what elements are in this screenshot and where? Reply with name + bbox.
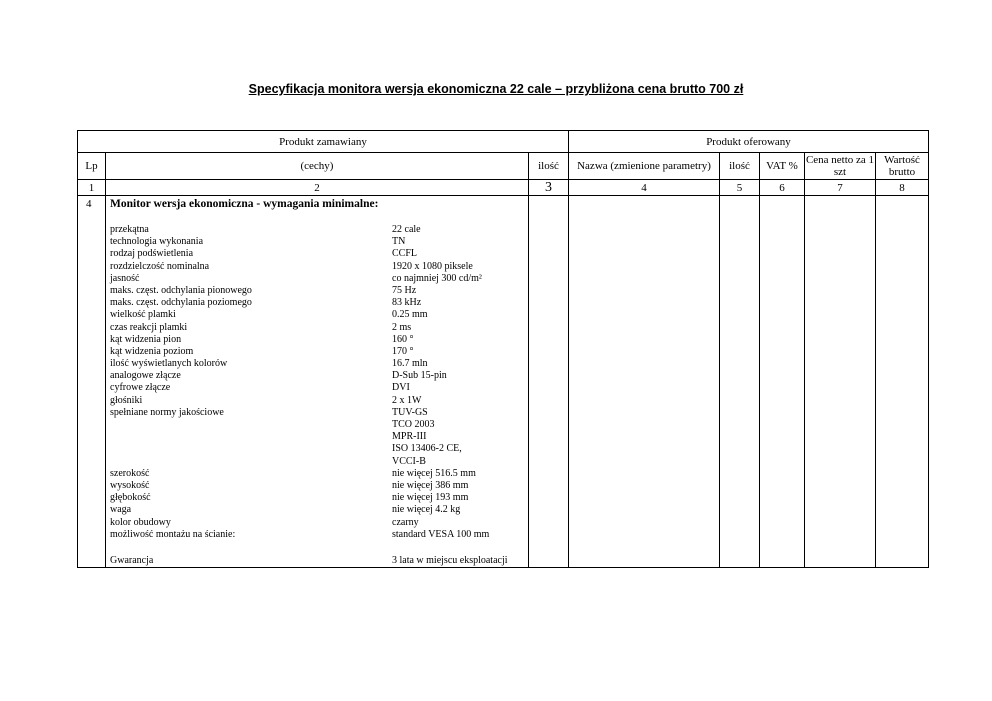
parameter-value: CCFL <box>392 248 418 260</box>
parameter-name: waga <box>110 504 132 516</box>
parameter-name <box>110 443 392 455</box>
header-lp: Lp <box>78 153 106 180</box>
parameter-name: technologia wykonania <box>110 236 204 248</box>
col-number-6: 6 <box>760 180 805 196</box>
parameter-row <box>110 468 528 480</box>
parameter-list <box>110 224 528 541</box>
parameter-row <box>110 261 528 273</box>
parameter-value: TCO 2003 <box>392 419 435 430</box>
header-qty-offered: ilość <box>720 153 760 180</box>
parameter-row <box>110 224 528 236</box>
parameter-row <box>110 395 528 407</box>
parameter-row <box>110 443 528 455</box>
parameter-name: możliwość montażu na ścianie: <box>110 528 236 540</box>
parameter-row <box>110 346 528 358</box>
parameter-row <box>110 431 528 443</box>
header-net-price: Cena netto za 1 szt <box>805 154 875 178</box>
row-qty-cell <box>529 196 569 568</box>
parameter-value: co najmniej 300 cd/m² <box>392 272 482 284</box>
parameter-name: kąt widzenia pion <box>110 333 182 345</box>
document-title: Specyfikacja monitora wersja ekonomiczna 22 cale – przybliżona cena brutto 700 zł <box>248 82 744 96</box>
group-offered-header: Produkt oferowany <box>569 131 929 153</box>
row-gross-value-cell <box>876 196 929 568</box>
parameter-value: 1920 x 1080 piksele <box>392 260 473 272</box>
parameter-row <box>110 334 528 346</box>
parameter-name: maks. częst. odchylania poziomego <box>110 297 252 309</box>
parameter-value: DVI <box>392 382 410 394</box>
group-ordered-header: Produkt zamawiany <box>78 131 569 153</box>
parameter-value: 2 x 1W <box>392 394 422 406</box>
parameter-row <box>110 248 528 260</box>
parameter-row <box>110 382 528 394</box>
parameter-name: cyfrowe złącze <box>110 382 171 394</box>
parameter-row <box>110 236 528 248</box>
column-number-row <box>78 180 929 196</box>
header-name: Nazwa (zmienione parametry) <box>569 153 720 180</box>
parameter-value: nie więcej 386 mm <box>392 479 469 491</box>
parameter-name: rodzaj podświetlenia <box>110 248 194 260</box>
row-description <box>106 196 529 568</box>
parameter-name: czas reakcji plamki <box>110 321 188 333</box>
parameter-row <box>110 456 528 468</box>
parameter-value: nie więcej 193 mm <box>392 492 469 504</box>
parameter-row <box>110 358 528 370</box>
parameter-name <box>110 456 392 468</box>
parameter-value: 83 kHz <box>392 297 422 309</box>
specification-table <box>77 130 929 568</box>
parameter-name: wysokość <box>110 479 150 491</box>
header-vat: VAT % <box>760 153 805 180</box>
parameter-name <box>110 419 392 431</box>
warranty-value: 3 lata w miejscu eksploatacji <box>392 554 508 566</box>
parameter-value: 16.7 mln <box>392 358 428 370</box>
col-number-3: 3 <box>529 180 569 196</box>
col-number-8: 8 <box>876 180 929 196</box>
parameter-row <box>110 529 528 541</box>
parameter-value: nie więcej 4.2 kg <box>392 504 461 516</box>
parameter-name: głębokość <box>110 492 151 504</box>
parameter-value: ISO 13406-2 CE, <box>392 443 462 455</box>
parameter-value: TUV-GS <box>392 406 428 418</box>
parameter-row <box>110 370 528 382</box>
parameter-value: standard VESA 100 mm <box>392 528 490 540</box>
parameter-value: TN <box>392 236 406 248</box>
parameter-value: nie więcej 516.5 mm <box>392 467 476 479</box>
parameter-row <box>110 309 528 321</box>
parameter-name: przekątna <box>110 224 149 235</box>
parameter-row <box>110 322 528 334</box>
parameter-name: spełniane normy jakościowe <box>110 406 224 418</box>
parameter-value: VCCI-B <box>392 455 426 467</box>
parameter-name: maks. częst. odchylania pionowego <box>110 284 252 296</box>
col-number-1: 1 <box>78 180 106 196</box>
parameter-row <box>110 285 528 297</box>
col-number-2: 2 <box>106 180 529 196</box>
table-row <box>78 196 929 568</box>
parameter-row <box>110 419 528 431</box>
header-features: (cechy) <box>106 153 529 180</box>
row-net-price-cell <box>805 196 876 568</box>
row-vat-cell <box>760 196 805 568</box>
row-name-cell <box>569 196 720 568</box>
col-number-4: 4 <box>569 180 720 196</box>
parameter-row <box>110 504 528 516</box>
warranty-row <box>110 555 528 567</box>
warranty-label: Gwarancja <box>110 554 154 566</box>
row-qty-offered-cell <box>720 196 760 568</box>
column-header-row <box>78 153 929 180</box>
parameter-name: rozdzielczość nominalna <box>110 260 210 272</box>
parameter-name: wielkość plamki <box>110 309 176 321</box>
parameter-name: ilość wyświetlanych kolorów <box>110 358 228 370</box>
header-gross-value: Wartość brutto <box>876 153 929 180</box>
parameter-row <box>110 517 528 529</box>
col-number-5: 5 <box>720 180 760 196</box>
parameter-name: głośniki <box>110 394 143 406</box>
parameter-name: analogowe złącze <box>110 370 181 382</box>
parameter-name <box>110 431 392 443</box>
parameter-value: D-Sub 15-pin <box>392 370 447 382</box>
parameter-value: 0.25 mm <box>392 309 428 321</box>
parameter-row <box>110 297 528 309</box>
parameter-value: 170 ° <box>392 345 414 357</box>
group-header-row <box>78 131 929 153</box>
parameter-row <box>110 407 528 419</box>
parameter-name: kąt widzenia poziom <box>110 345 194 357</box>
col-number-7: 7 <box>805 180 876 196</box>
header-qty: ilość <box>529 153 569 180</box>
parameter-value: czarny <box>392 516 419 528</box>
row-heading: Monitor wersja ekonomiczna - wymagania minimalne: <box>110 198 379 210</box>
parameter-value: MPR-III <box>392 431 427 443</box>
parameter-name: jasność <box>110 272 140 284</box>
parameter-value: 75 Hz <box>392 284 417 296</box>
parameter-value: 160 ° <box>392 333 414 345</box>
parameter-row <box>110 492 528 504</box>
parameter-row <box>110 480 528 492</box>
parameter-value: 2 ms <box>392 321 412 333</box>
parameter-value: 22 cale <box>392 224 421 235</box>
parameter-name: szerokość <box>110 467 150 479</box>
parameter-row <box>110 273 528 285</box>
parameter-name: kolor obudowy <box>110 516 171 528</box>
row-lp: 4 <box>78 196 106 568</box>
